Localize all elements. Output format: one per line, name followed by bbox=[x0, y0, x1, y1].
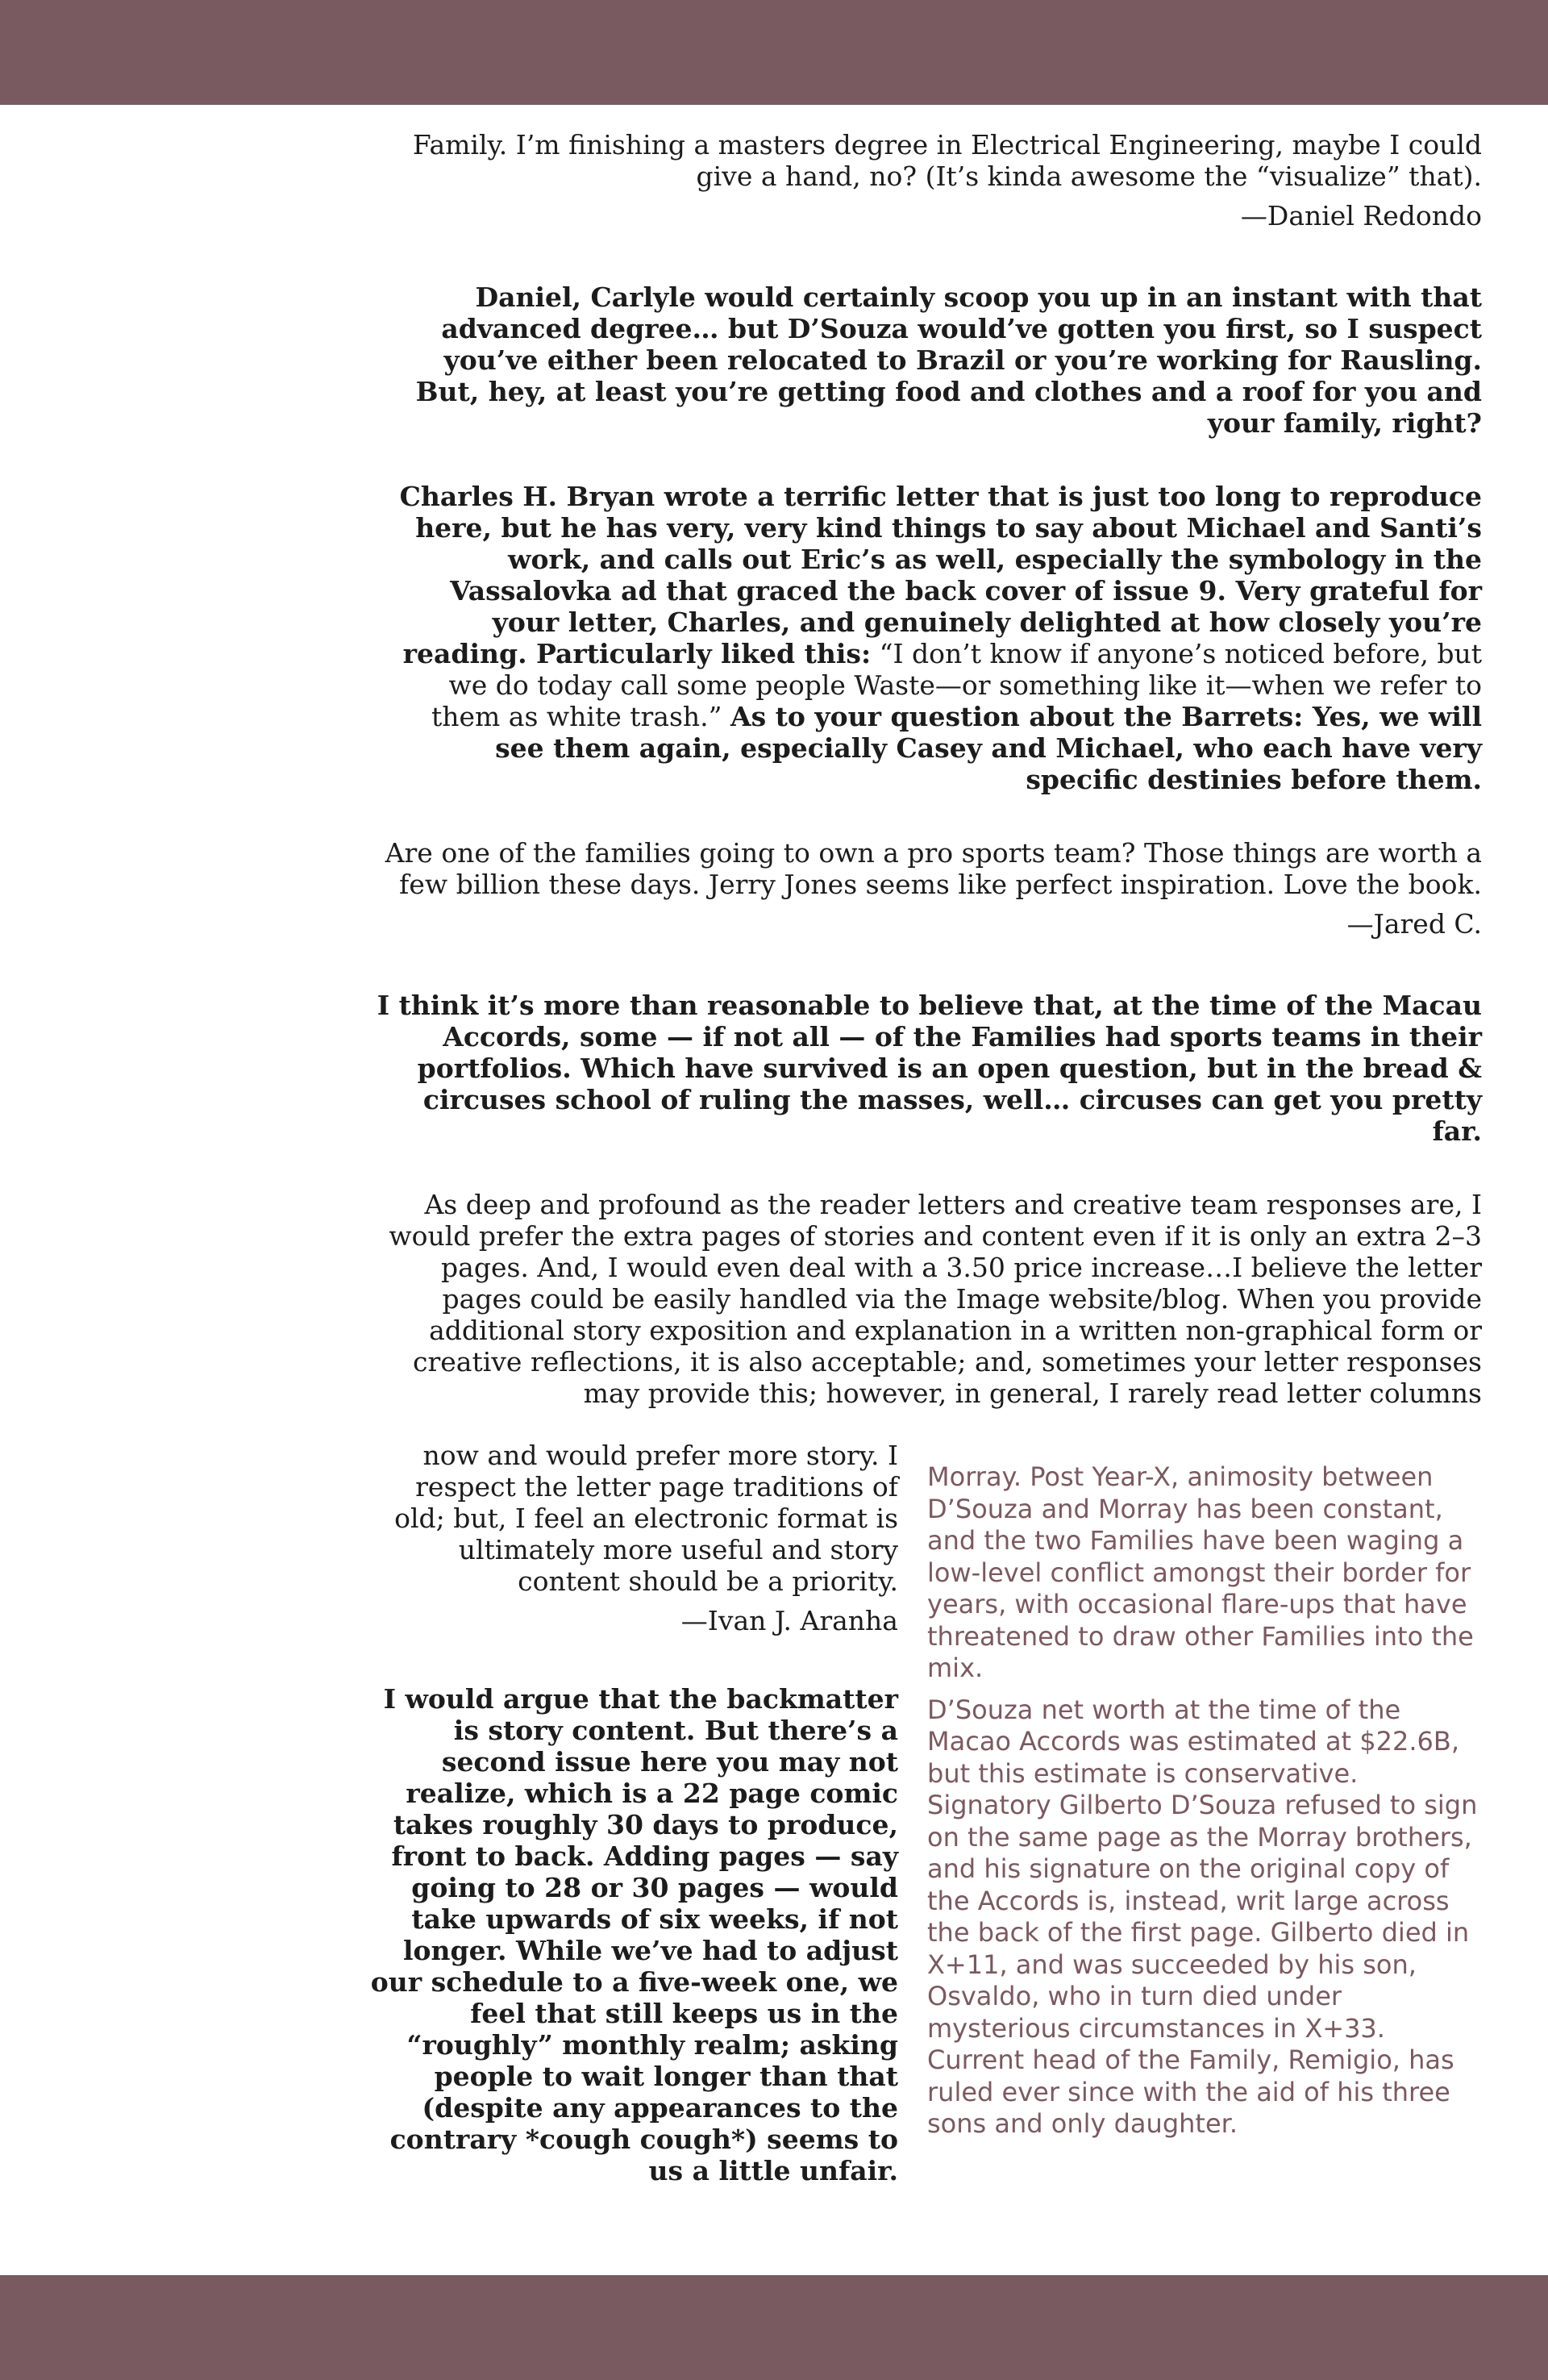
response-bryan bbox=[375, 481, 1482, 795]
bryan-quote: “I don’t know if anyone’s noticed before, but we do today call some people Waste—or something like it—when we refer to them as white trash.” bbox=[431, 638, 1482, 732]
letter-jared: Are one of the families going to own a pro sports team? Those things are worth a few billion these days. Jerry Jones seems like perfect inspiration. Love the book. bbox=[385, 837, 1482, 900]
letters-column-narrow bbox=[363, 1440, 898, 2186]
response-jared: I think it’s more than reasonable to believe that, at the time of the Macau Accords, some — if not all — of the Families had sports teams in their portfolios. Which have survived is an open question, but in the bread & circuses school of ruling the masses, well… circuses can get you pretty far. bbox=[377, 990, 1482, 1147]
letter-signature-redondo: —Daniel Redondo bbox=[1240, 200, 1482, 231]
letter-signature-ivan: —Ivan J. Aranha bbox=[680, 1605, 898, 1636]
bottom-banner bbox=[0, 2275, 1548, 2380]
letter-ivan-wide: As deep and profound as the reader letters and creative team responses are, I would prefer the extra pages of stories and content even if it is only an extra 2–3 pages. And, I would even deal with a 3.50 price increase…I believe the letter pages could be easily handled via the Image website/blog. When you provide additional story exposition and explanation in a written non-graphical form or creative reflections, it is also acceptable; and, sometimes your letter responses may provide this; however, in general, I rarely read letter columns bbox=[389, 1189, 1482, 1409]
letter-ivan-narrow: now and would prefer more story. I respect the letter page traditions of old; but, I feel an electronic format is ultimately more useful and story content should be a priority. bbox=[394, 1440, 898, 1597]
sidebar-paragraph-1: Morray. Post Year-X, animosity between D’Souza and Morray has been constant, and the two Families have been waging a low-level conflict amongst their border for years, with occasional flare-ups that have threatened to draw other Families into the mix. bbox=[927, 1461, 1474, 1683]
sidebar-dsouza bbox=[927, 1461, 1484, 2140]
letters-column bbox=[375, 129, 1482, 1409]
response-bryan-outro: As to your question about the Barrets: Yes, we will see them again, especially Casey and Michael, who each have very specific destinies before them. bbox=[495, 701, 1482, 795]
sidebar-paragraph-2: D’Souza net worth at the time of the Macao Accords was estimated at $22.6B, but this estimate is conservative. Signatory Gilberto D’Souza refused to sign on the same page as the Morray brothers, and his signature on the original copy of the Accords is, instead, writ large across the back of the first page. Gilberto died in X+11, and was succeeded by his son, Osvaldo, who in turn died under mysterious circumstances in X+33. Current head of the Family, Remigio, has ruled ever since with the aid of his three sons and only daughter. bbox=[927, 1694, 1478, 2139]
letter-redondo-tail: Family. I’m finishing a masters degree in Electrical Engineering, maybe I could give a hand, no? (It’s kinda awesome the “visualize” that). bbox=[412, 129, 1482, 192]
response-ivan: I would argue that the backmatter is story content. But there’s a second issue here you may not realize, which is a 22 page comic takes roughly 30 days to produce, front to back. Adding pages — say going to 28 or 30 pages — would take upwards of six weeks, if not longer. While we’ve had to adjust our schedule to a five-week one, we feel that still keeps us in the “roughly” monthly realm; asking people to wait longer than that (despite any appearances to the contrary *cough cough*) seems to us a little unfair. bbox=[370, 1683, 898, 2186]
response-bryan-intro: Charles H. Bryan wrote a terrific letter that is just too long to reproduce here, but he has very, very kind things to say about Michael and Santi’s work, and calls out Eric’s as well, especially the symbology in the Vassalovka ad that graced the back cover of issue 9. Very grateful for your letter, Charles, and genuinely delighted at how closely you’re reading. Particularly liked this: bbox=[399, 481, 1482, 669]
response-redondo: Daniel, Carlyle would certainly scoop you up in an instant with that advanced degree… but D’Souza would’ve gotten you first, so I suspect you’ve either been relocated to Brazil or you’re working for Rausling. But, hey, at least you’re getting food and clothes and a roof for you and your family, right? bbox=[415, 281, 1482, 439]
letter-signature-jared: —Jared C. bbox=[1346, 908, 1482, 940]
top-banner bbox=[0, 0, 1548, 105]
